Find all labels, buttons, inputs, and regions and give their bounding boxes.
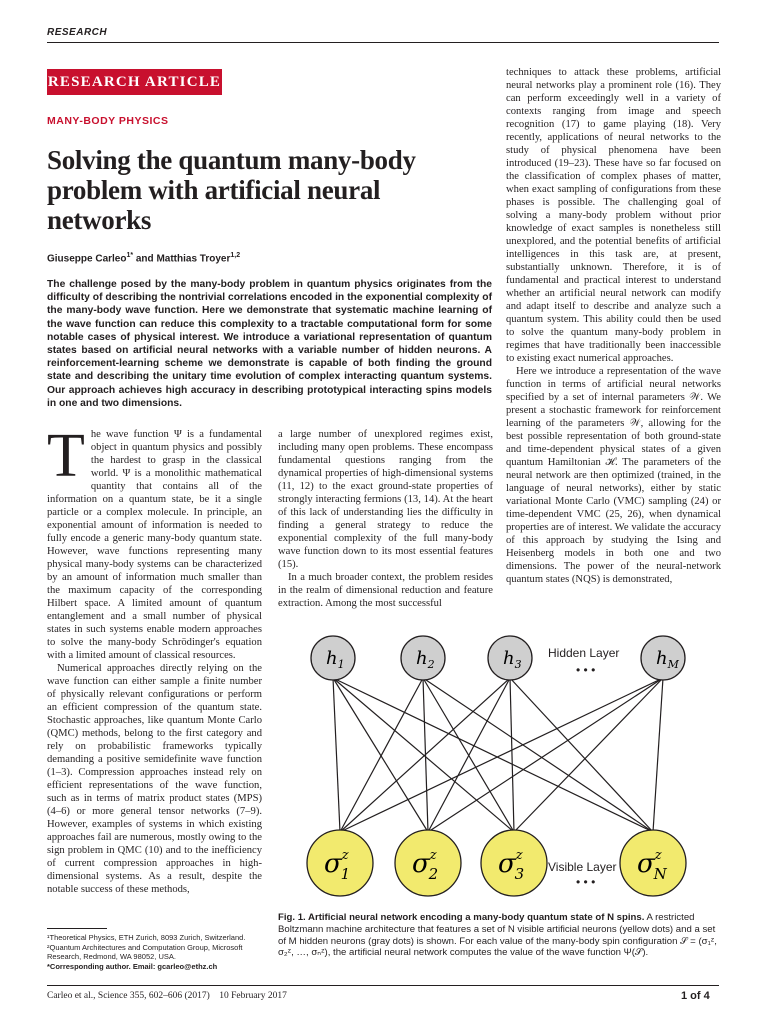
section-label: RESEARCH xyxy=(47,27,108,38)
footer-citation: Carleo et al., Science 355, 602–606 (2017) 10 February 2017 xyxy=(47,991,287,1001)
network-edge xyxy=(340,678,510,832)
footer-rule xyxy=(47,985,719,986)
caption-text: A restricted Boltzmann machine architecture that features a set of N visible artificial neurons (yellow dots) and a set of M hidden neurons (gray dots) is shown. For each value of the many-body spin configuration 𝒮 = (σ₁ᶻ, σ₂ᶻ, …, σₙᶻ), the artificial neural network computes the value of the wave function Ψ(𝒮). xyxy=(278,912,717,959)
body-paragraph: Here we introduce a representation of the wave function in terms of artificial neural networks specified by a set of internal parameters 𝒲. We present a stochastic framework for reinforcement learning of the parameters 𝒲, allowing for the best possible representation of both ground-state and time-dependent physical states of a given quantum Hamiltonian ℋ. The parameters of the neural network are then optimized (trained, in the language of neural networks), either by static variational Monte Carlo (VMC) sampling (24) or time-dependent VMC (25, 26), when dynamical properties are of interest. We validate the accuracy of this approach by studying the Ising and Heisenberg models in both one and two dimensions. The power of the neural-network quantum states (NQS) is demonstrated, xyxy=(506,366,721,585)
body-paragraph: Numerical approaches directly relying on the wave function can either sample a finite number of physically relevant configurations or perform an efficient compression of the quantum state. Stochastic approaches, like quantum Monte Carlo (QMC) methods, belong to the first category and rely on probabilistic frameworks typically demanding a positive semidefinite wave function (1–3). Compression approaches instead rely on efficient representations of the wave function, such as in terms of matrix product states (MPS) (4–6) or more general tensor networks (7–9). However, examples of systems in which existing approaches fail are numerous, mostly owing to the sign problem in QMC (10) and to the inefficiency of current compression approaches in high-dimensional systems. As a result, despite the notable success of these methods, xyxy=(47,663,262,895)
network-edge xyxy=(340,678,663,832)
network-edge xyxy=(510,678,653,832)
subject-kicker: MANY-BODY PHYSICS xyxy=(47,115,169,127)
abstract-text: The challenge posed by the many-body problem in quantum physics originates from the difficulty of describing the nontrivial correlations encoded in the exponential complexity of the many-body wave function. Here we demonstrate that systematic machine learning of the wave function can reduce this complexity to a tractable computational form for some notable cases of physical interest. We introduce a variational representation of quantum states based on artificial neural networks with a variable number of hidden neurons. A reinforcement-learning scheme we demonstrate is capable of both finding the ground state and describing the unitary time evolution of complex interacting quantum systems. Our approach achieves high accuracy in describing prototypical interacting spins models in one and two dimensions. xyxy=(47,279,492,409)
hidden-neuron-label: $h_3$ xyxy=(503,648,522,671)
author-list xyxy=(47,252,240,264)
article-type-badge: RESEARCH ARTICLE xyxy=(47,69,222,95)
caption-lead: Fig. 1. Artificial neural network encoding a many-body quantum state of N spins. xyxy=(278,912,645,923)
network-edge xyxy=(428,678,663,832)
footnote-corresponding: *Corresponding author. Email: gcarleo@ethz.ch xyxy=(47,961,218,971)
footnote-affiliation-2: ²Quantum Architectures and Computation Group, Microsoft Research, Redmond, WA 98052, USA. xyxy=(47,942,243,961)
abstract xyxy=(47,278,492,410)
hidden-neuron-label: $h_M$ xyxy=(656,648,679,671)
top-rule xyxy=(47,42,719,43)
figure-rbm-diagram xyxy=(298,630,708,905)
body-column-1 xyxy=(47,422,262,896)
visible-neuron-label: $\sigma^z$ 3 xyxy=(498,848,525,883)
footnote-affiliation-1: ¹Theoretical Physics, ETH Zurich, 8093 Zurich, Switzerland. xyxy=(47,933,246,942)
network-edge xyxy=(333,678,340,832)
author-affiliation: 1,2 xyxy=(230,252,241,259)
body-paragraph: a large number of unexplored regimes exist, including many open problems. These encompass fundamental questions ranging from the dynamical properties of high-dimensional systems (11, 12) to the exact ground-state properties of strongly interacting fermions (13, 14). At the heart of this lack of understanding lies the difficulty in finding a general strategy to reduce the exponential complexity of the full many-body wave function down to its most essential features (15). xyxy=(278,429,493,570)
footnote-rule xyxy=(47,928,107,929)
visible-ellipsis: • • • xyxy=(576,875,596,889)
visible-layer xyxy=(307,830,686,896)
footnotes xyxy=(47,928,262,971)
visible-neuron-label: $\sigma^z$ 1 xyxy=(324,848,351,883)
network-edge xyxy=(653,678,663,832)
download-notice xyxy=(728,300,758,730)
article-title: Solving the quantum many-body problem with artificial neural networks xyxy=(47,145,416,235)
body-paragraph xyxy=(47,422,262,662)
body-paragraph: techniques to attack these problems, artificial neural networks play a prominent role (16). They can perform exceedingly well in a variety of contexts ranging from image and speech recognition (17) to game playing (18). Very recently, applications of neural networks to the study of physical phenomena have been introduced (19–23). These have so far focused on the classification of complex phases of matter, when exact sampling of configurations from these phases is possible. The challenging goal of solving a many-body problem without prior knowledge of exact samples is nonetheless still unexplored, and the potential benefits of artificial intelligences in this task are, at present, substantially unknown. Therefore, it is of fundamental and practical interest to understand whether an artificial neural network can modify and adapt itself to describe and analyze such a quantum system. This ability could then be used to solve the quantum many-body problem in regimes that have traditionally been inaccessible to existing exact numerical approaches. xyxy=(506,67,721,364)
visible-neuron-label: $\sigma^z$ 2 xyxy=(412,848,439,883)
drop-cap: T xyxy=(47,422,85,490)
paragraph-text: he wave function Ψ is a fundamental object in quantum physics and possibly the hardest to grasp in the classical world. Ψ is a monolithic mathematical quantity that contains all of the information on a quantum state, be it a single particle or a complex molecule. In principle, an exponential amount of information is needed to fully encode a generic many-body quantum state. However, wave functions representing many physical many-body systems can be characterized by an amount of information much smaller than the maximum capacity of the corresponding Hilbert space. A limited amount of quantum entanglement and a small number of physical states in such systems enable modern approaches to solve the many-body Schrödinger's equation with a limited amount of classical resources. xyxy=(47,429,262,661)
network-edge xyxy=(510,678,514,832)
hidden-layer-label: Hidden Layer xyxy=(548,646,620,660)
page-number: 1 of 4 xyxy=(681,990,710,1002)
visible-layer-label: Visible Layer xyxy=(548,860,617,874)
hidden-layer xyxy=(311,636,685,680)
network-edge xyxy=(428,678,510,832)
hidden-neuron-label: $h_1$ xyxy=(326,648,345,671)
body-paragraph: In a much broader context, the problem resides in the realm of dimensional reduction and feature extraction. Among the most successful xyxy=(278,572,493,609)
network-edge xyxy=(423,678,653,832)
author-name[interactable]: Matthias Troyer xyxy=(156,253,231,265)
author-name[interactable]: Giuseppe Carleo xyxy=(47,253,127,265)
author-conjunction: and xyxy=(135,253,154,265)
network-edges xyxy=(333,678,663,832)
visible-neuron-label: $\sigma^z$ N xyxy=(637,848,667,883)
body-column-2 xyxy=(278,428,493,610)
figure-caption xyxy=(278,912,721,959)
body-column-3 xyxy=(506,66,721,586)
author-affiliation: 1* xyxy=(126,252,134,259)
hidden-ellipsis: • • • xyxy=(576,663,596,677)
hidden-neuron-label: $h_2$ xyxy=(416,648,435,671)
network-edge xyxy=(514,678,663,832)
